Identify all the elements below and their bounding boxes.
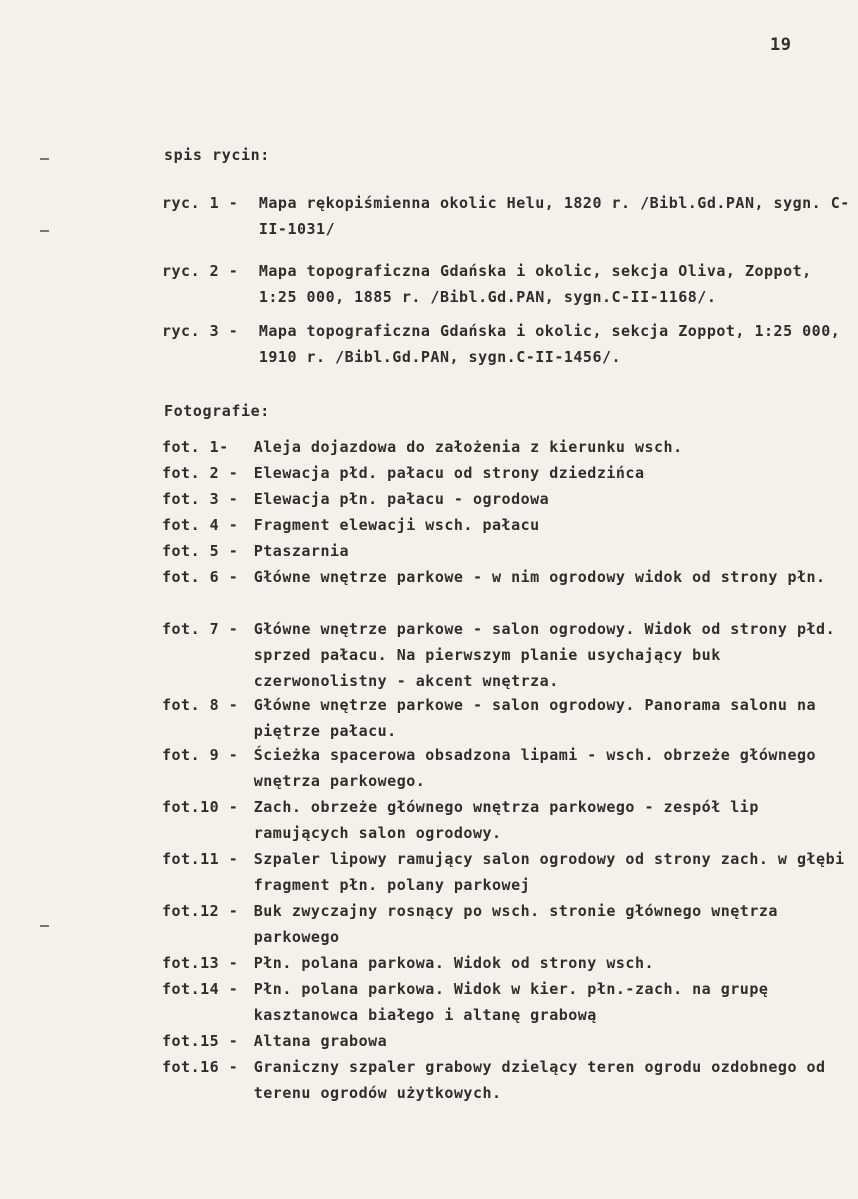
photo-description: Szpaler lipowy ramujący salon ogrodowy od strony zach. w głębi fragment płn. polany parkowej [253, 850, 845, 894]
photo-description: Zach. obrzeże głównego wnętrza parkowego - zespół lip ramujących salon ogrodowy. [253, 798, 759, 842]
figure-label: ryc. 2 - [162, 262, 239, 280]
photo-description: Główne wnętrze parkowe - w nim ogrodowy widok od strony płn. [253, 568, 826, 586]
photo-label: fot.13 - [162, 954, 239, 972]
margin-mark [40, 925, 49, 927]
photo-description: Główne wnętrze parkowe - salon ogrodowy. Panorama salonu na piętrze pałacu. [253, 696, 817, 740]
photo-description: Aleja dojazdowa do założenia z kierunku wsch. [253, 438, 683, 456]
photo-entry [162, 460, 852, 486]
photo-label: fot. 4 - [162, 516, 239, 534]
photo-entry [162, 846, 852, 898]
photo-label: fot.10 - [162, 798, 239, 816]
margin-mark [40, 158, 49, 160]
photo-entry [162, 976, 852, 1028]
figure-label: ryc. 3 - [162, 322, 239, 340]
photo-label: fot. 6 - [162, 568, 239, 586]
margin-mark [40, 230, 49, 232]
photo-description: Altana grabowa [253, 1032, 388, 1050]
figures-heading: spis rycin: [164, 146, 270, 164]
photo-entry [162, 512, 852, 538]
photo-label: fot. 7 - [162, 620, 239, 638]
photo-description: Elewacja płn. pałacu - ogrodowa [253, 490, 550, 508]
photo-entry [162, 898, 852, 950]
photo-label: fot. 9 - [162, 746, 239, 764]
photo-label: fot.14 - [162, 980, 239, 998]
photo-entry [162, 486, 852, 512]
photo-description: Ptaszarnia [253, 542, 350, 560]
photo-entry [162, 742, 852, 794]
photos-heading: Fotografie: [164, 402, 270, 420]
figure-entry [162, 258, 852, 310]
photo-description: Elewacja płd. pałacu od strony dziedzińca [253, 464, 645, 482]
photo-label: fot. 3 - [162, 490, 239, 508]
photo-entry [162, 950, 852, 976]
photo-label: fot. 8 - [162, 696, 239, 714]
photo-entry [162, 692, 852, 744]
photo-description: Płn. polana parkowa. Widok od strony wsch. [253, 954, 655, 972]
photo-entry [162, 564, 852, 590]
photo-label: fot.15 - [162, 1032, 239, 1050]
figure-description: Mapa topograficzna Gdańska i okolic, sekcja Oliva, Zoppot, 1:25 000, 1885 r. /Bibl.Gd.PAN, sygn.C-II-1168/. [258, 262, 812, 306]
photo-label: fot. 1- [162, 438, 229, 456]
page-number: 19 [770, 35, 792, 55]
photo-label: fot.16 - [162, 1058, 239, 1076]
photo-entry [162, 1054, 852, 1106]
photo-entry [162, 616, 852, 694]
photo-label: fot. 5 - [162, 542, 239, 560]
figure-label: ryc. 1 - [162, 194, 239, 212]
photo-entry [162, 434, 852, 460]
photo-description: Główne wnętrze parkowe - salon ogrodowy. Widok od strony płd. sprzed pałacu. Na pierwszym planie usychający buk czerwonolistny - akcent wnętrza. [253, 620, 836, 690]
figure-entry [162, 318, 852, 370]
photo-label: fot.11 - [162, 850, 239, 868]
photo-description: Ścieżka spacerowa obsadzona lipami - wsch. obrzeże głównego wnętrza parkowego. [253, 746, 817, 790]
figure-description: Mapa rękopiśmienna okolic Helu, 1820 r. /Bibl.Gd.PAN, sygn. C-II-1031/ [258, 194, 850, 238]
figure-description: Mapa topograficzna Gdańska i okolic, sekcja Zoppot, 1:25 000, 1910 r. /Bibl.Gd.PAN, sygn.C-II-1456/. [258, 322, 841, 366]
photo-label: fot. 2 - [162, 464, 239, 482]
photo-entry [162, 1028, 852, 1054]
figure-entry [162, 190, 852, 242]
photo-description: Buk zwyczajny rosnący po wsch. stronie głównego wnętrza parkowego [253, 902, 778, 946]
photo-description: Płn. polana parkowa. Widok w kier. płn.-zach. na grupę kasztanowca białego i altanę grabową [253, 980, 769, 1024]
photo-entry [162, 794, 852, 846]
photo-description: Fragment elewacji wsch. pałacu [253, 516, 540, 534]
photo-entry [162, 538, 852, 564]
photo-description: Graniczny szpaler grabowy dzielący teren ogrodu ozdobnego od terenu ogrodów użytkowych. [253, 1058, 826, 1102]
photo-label: fot.12 - [162, 902, 239, 920]
